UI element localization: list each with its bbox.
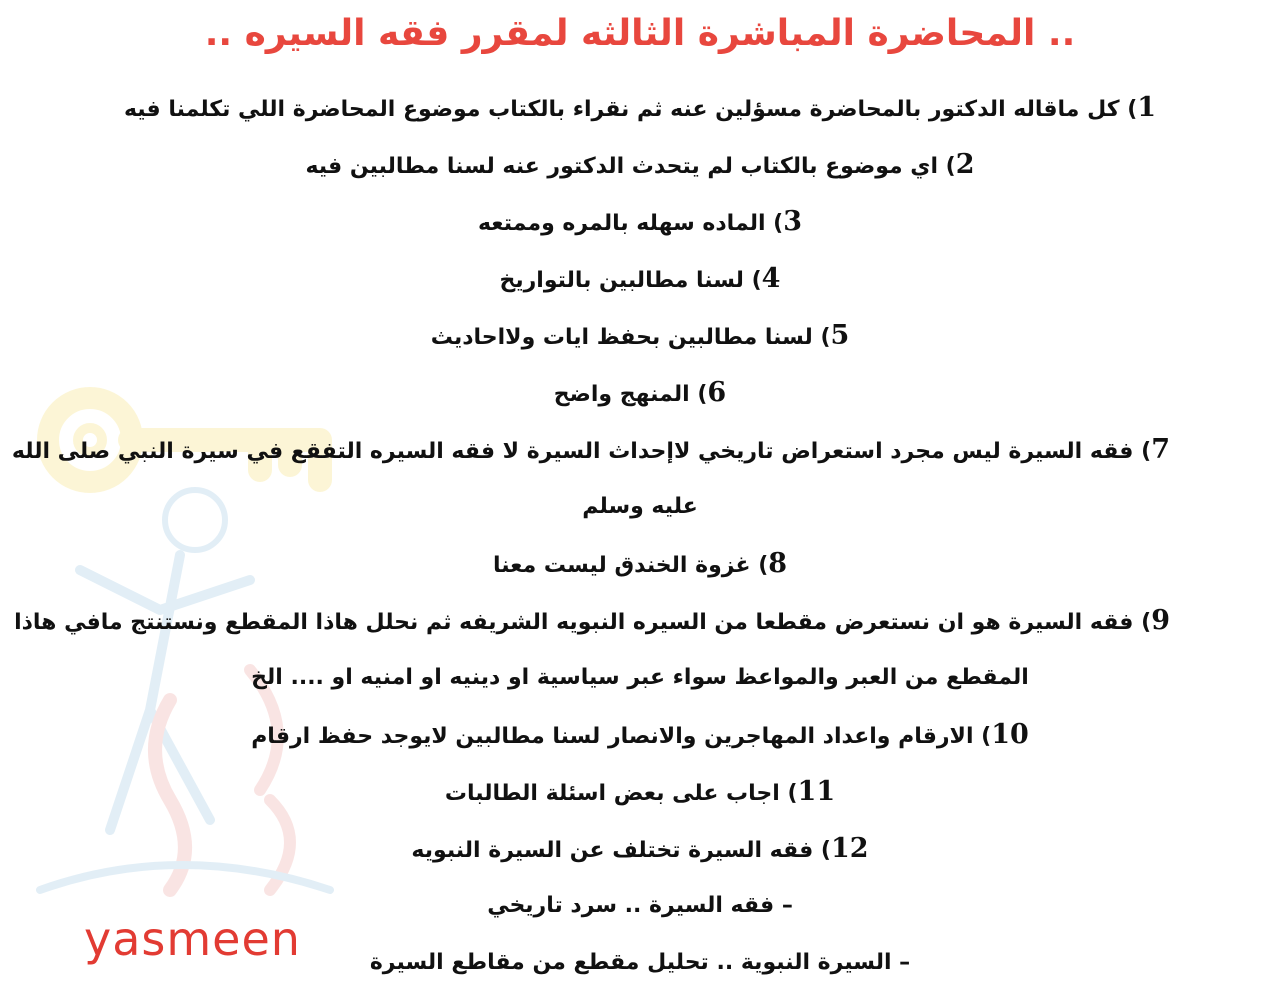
item-text: اي موضوع بالكتاب لم يتحدث الدكتور عنه لسنا مطالبين فيه [305,154,938,179]
dash-mark: – [899,950,911,975]
dash-mark: – [781,893,793,918]
item-paren: ) [697,382,708,407]
item-text: المنهج واضح [553,382,690,407]
item-text: فقه السيرة ليس مجرد استعراض تاريخي لاإحداث السيرة لا فقه السيره التفقع في سيرة النبي صلى الله [11,439,1134,464]
item-paren: ) [820,838,831,863]
item-number: 8 [768,548,788,579]
item-text: اجاب على بعض اسئلة الطالبات [444,781,780,806]
item-number: 4 [761,263,781,294]
item-number: 1 [1137,92,1157,123]
item-number: 6 [707,377,727,408]
list-item-5 [110,316,1170,358]
list-item-4 [110,259,1170,301]
item-number: 3 [783,206,803,237]
signature: yasmeen [84,912,301,966]
item-paren: ) [787,781,798,806]
list-item-9-continued [110,658,1170,698]
item-number: 9 [1151,605,1170,636]
item-number: 11 [797,776,836,807]
item-number: 12 [830,833,869,864]
dash-line-text: السيرة النبوية .. تحليل مقطع من مقاطع السيرة [369,950,892,975]
list-item-3 [110,202,1170,244]
list-item-8 [110,544,1170,586]
item-paren: ) [820,325,831,350]
item-text: لسنا مطالبين بحفظ ايات ولااحاديث [430,325,813,350]
item-text: الماده سهله بالمره وممتعه [477,211,766,236]
item-paren: ) [773,211,784,236]
dash-line-text: فقه السيرة .. سرد تاريخي [487,893,775,918]
item-text: لسنا مطالبين بالتواريخ [499,268,744,293]
item-text: غزوة الخندق ليست معنا [492,553,751,578]
item-paren: ) [945,154,956,179]
list-item-11 [110,772,1170,814]
list-item-9 [14,601,1170,643]
item-paren: ) [751,268,762,293]
item-number: 5 [830,320,850,351]
item-paren: ) [1127,97,1138,122]
list-item-7-continued [110,487,1170,527]
list-item-12 [110,829,1170,871]
item-text-continued: المقطع من العبر والمواعظ سواء عبر سياسية او دينيه او امنيه او .... الخ [251,665,1029,690]
item-text: فقه السيرة تختلف عن السيرة النبويه [411,838,814,863]
list-item-2 [110,145,1170,187]
item-number: 2 [955,149,975,180]
list-item-7 [11,430,1170,472]
item-paren: ) [981,724,992,749]
item-text-continued: عليه وسلم [582,494,698,519]
item-text: الارقام واعداد المهاجرين والانصار لسنا مطالبين لايوجد حفظ ارقام [251,724,974,749]
item-paren: ) [1141,439,1152,464]
list-item-1 [110,88,1170,130]
page-title: .. المحاضرة المباشرة الثالثه لمقرر فقه السيره .. [204,13,1076,54]
item-number: 10 [991,719,1029,750]
item-text: كل ماقاله الدكتور بالمحاضرة مسؤلين عنه ثم نقراء بالكتاب موضوع المحاضرة اللي تكلمنا فيه [123,97,1120,122]
item-text: فقه السيرة هو ان نستعرض مقطعا من السيره النبويه الشريفه ثم نحلل هاذا المقطع ونستنتج مافي هاذا [14,610,1134,635]
item-paren: ) [758,553,769,578]
item-paren: ) [1141,610,1152,635]
list-item-6 [110,373,1170,415]
item-number: 7 [1151,434,1170,465]
list-item-10 [110,715,1170,757]
